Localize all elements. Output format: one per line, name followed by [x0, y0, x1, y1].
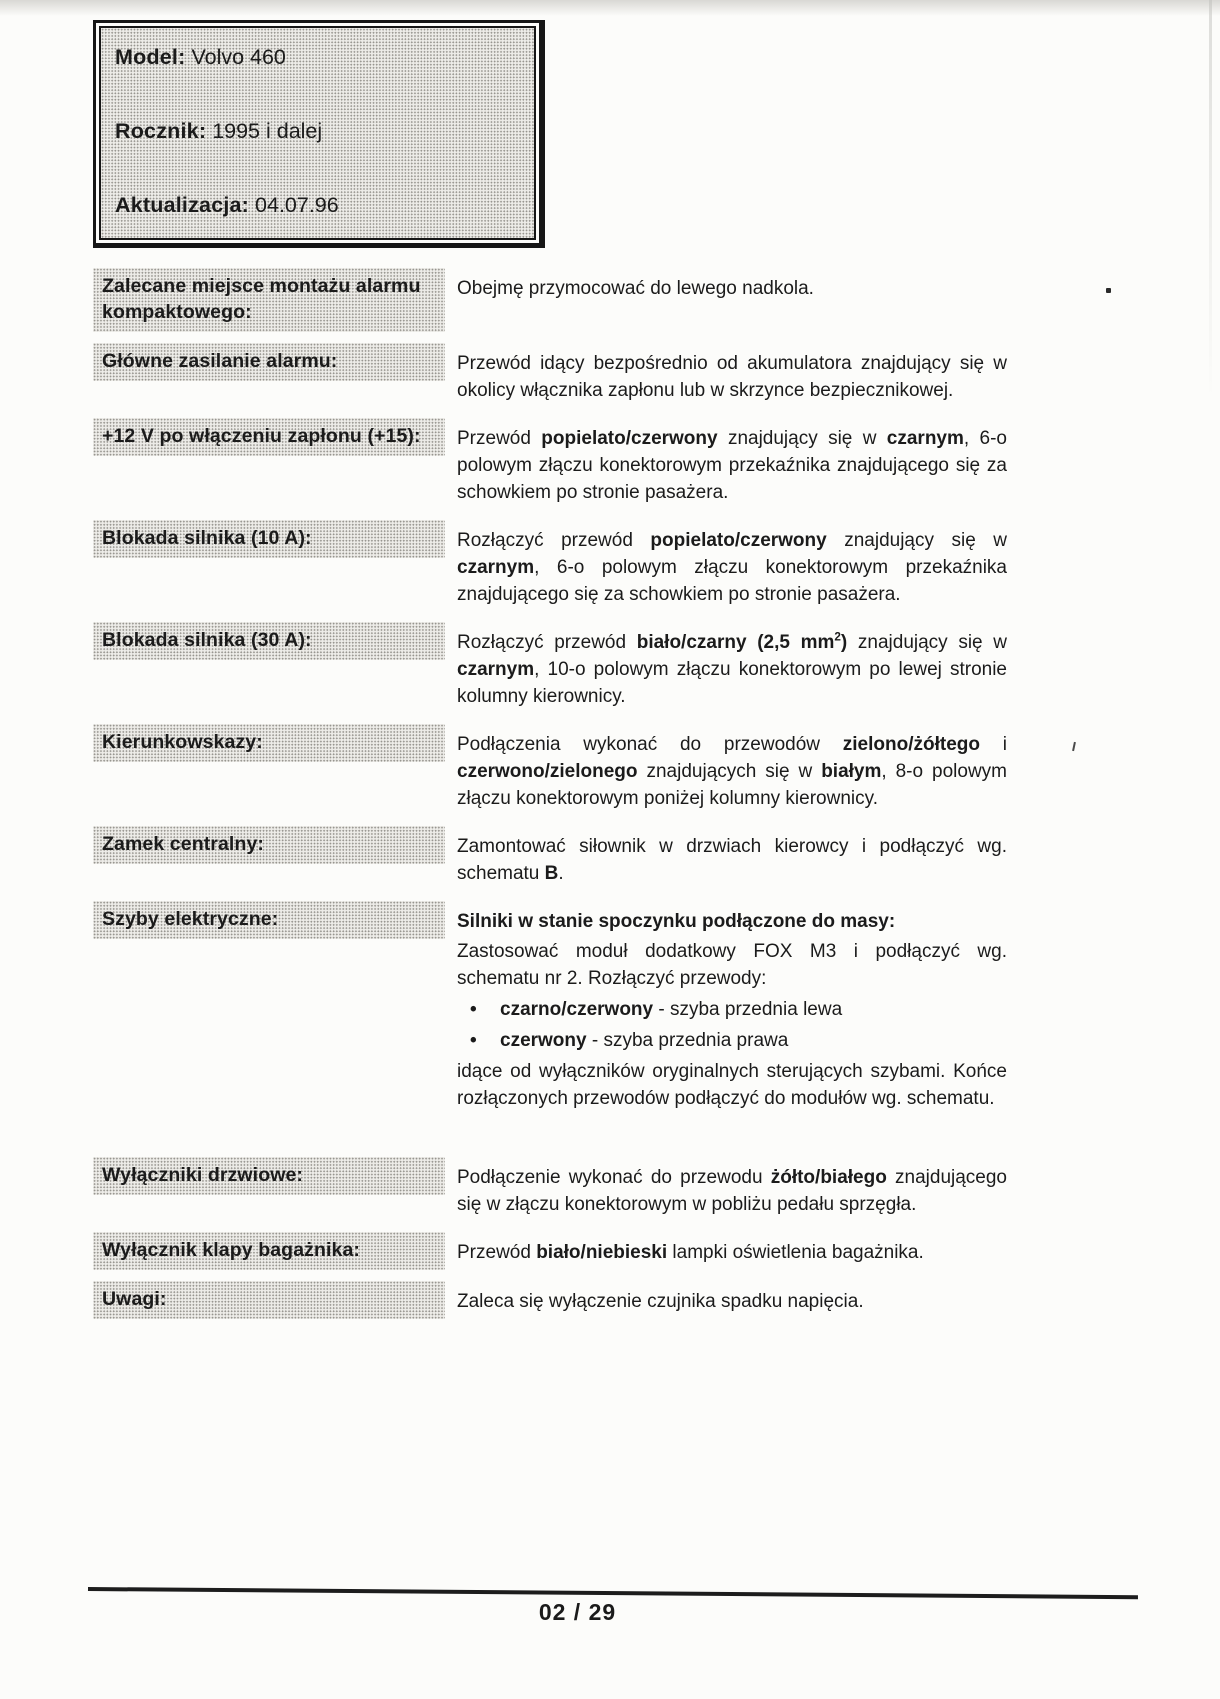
scan-artifact-dot — [1106, 288, 1111, 293]
spec-row — [93, 1232, 1007, 1270]
paragraph — [457, 908, 1007, 935]
text-segment: B — [544, 863, 559, 884]
spec-content — [457, 1157, 1007, 1221]
spec-label: Blokada silnika (30 A): — [93, 622, 445, 660]
paragraph — [457, 350, 1007, 404]
text-segment: Rozłączyć przewód — [457, 632, 637, 653]
spec-label: Zamek centralny: — [93, 826, 445, 864]
text-segment: czerwony — [500, 1030, 587, 1051]
vehicle-id-box — [93, 20, 545, 248]
footer-rule — [88, 1587, 1138, 1599]
bullet-text — [500, 1027, 788, 1054]
text-segment: ) — [840, 632, 848, 653]
paragraph — [457, 1164, 1007, 1218]
text-segment: lampki oświetlenia bagażnika. — [667, 1242, 924, 1263]
update-label: Aktualizacja: — [115, 193, 250, 217]
spec-row — [93, 1281, 1007, 1319]
spec-content — [457, 1232, 1007, 1269]
text-segment: Zamontować siłownik w drzwiach kierowcy i podłączyć wg. schematu — [457, 836, 1007, 884]
text-segment: Przewód — [457, 428, 542, 449]
spec-content — [457, 724, 1007, 815]
spec-row — [93, 268, 1007, 332]
scan-artifact-tick — [1072, 742, 1076, 751]
spec-label: Szyby elektryczne: — [93, 901, 445, 939]
text-segment: - szyba przednia prawa — [586, 1030, 789, 1051]
spec-content — [457, 1281, 1007, 1318]
spec-content — [457, 343, 1007, 407]
spec-label: Kierunkowskazy: — [93, 724, 445, 762]
bullet-icon: • — [470, 1030, 477, 1051]
spec-row — [93, 724, 1007, 815]
paragraph — [457, 425, 1007, 506]
text-segment: Obejmę przymocować do lewego nadkola. — [457, 278, 814, 299]
text-segment: znajdujący się w — [847, 632, 1008, 653]
bullet-text — [500, 996, 842, 1023]
bullet-item — [457, 1027, 1007, 1054]
spec-label: Wyłącznik klapy bagażnika: — [93, 1232, 445, 1270]
text-segment: białym — [821, 761, 882, 782]
spec-row — [93, 343, 1007, 407]
spec-label: Uwagi: — [93, 1281, 445, 1319]
spec-content — [457, 520, 1007, 611]
spec-label: Blokada silnika (10 A): — [93, 520, 445, 558]
spec-content — [457, 826, 1007, 890]
spec-label: +12 V po włączeniu zapłonu (+15): — [93, 418, 445, 456]
text-segment: Podłączenia wykonać do przewodów — [457, 734, 843, 755]
paragraph — [457, 275, 1007, 302]
year-value: 1995 i dalej — [212, 119, 323, 143]
text-segment: czerwono/zielonego — [457, 761, 638, 782]
text-segment: Przewód — [457, 1242, 537, 1263]
text-segment: popielato/czerwony — [650, 530, 827, 551]
text-segment: , 6-o polowym złączu konektorowym przekaźnika znajdującego się za schowkiem po stronie pasażera. — [457, 428, 1007, 503]
page-number: 02 / 29 — [538, 1599, 617, 1625]
bullet-item — [457, 996, 1007, 1023]
update-field — [115, 192, 520, 218]
text-segment: . — [558, 863, 564, 884]
text-segment: , 8-o polowym złączu konektorowym poniżej kolumny kierownicy. — [457, 761, 1007, 809]
spec-content — [457, 622, 1007, 713]
paragraph — [457, 1058, 1007, 1112]
vehicle-id-box-inner — [99, 26, 536, 240]
text-segment: Rozłączyć przewód — [457, 530, 651, 551]
spec-content — [457, 268, 1007, 305]
text-segment: - szyba przednia lewa — [653, 999, 843, 1020]
text-segment: , 6-o polowym złączu konektorowym przekaźnika znajdującego się za schowkiem po stronie pasażera. — [457, 557, 1007, 605]
paragraph — [457, 833, 1007, 887]
year-field — [115, 118, 520, 144]
text-segment: biało/niebieski — [536, 1242, 668, 1263]
update-value: 04.07.96 — [255, 193, 339, 217]
text-segment: Zaleca się wyłączenie czujnika spadku napięcia. — [457, 1291, 864, 1312]
text-segment: żółto/białego — [770, 1167, 887, 1188]
spec-row — [93, 622, 1007, 713]
scan-edge-shading — [0, 0, 1220, 16]
paragraph — [457, 731, 1007, 812]
text-segment: Podłączenie wykonać do przewodu — [457, 1167, 771, 1188]
text-segment: 2 — [834, 630, 841, 644]
spec-content — [457, 901, 1007, 1115]
paragraph — [457, 1239, 1007, 1266]
text-segment: znajdujących się w — [637, 761, 822, 782]
text-segment: czarnym — [886, 428, 964, 449]
text-segment: czarno/czerwony — [500, 999, 654, 1020]
text-segment: , 10-o polowym złączu konektorowym po lewej stronie kolumny kierownicy. — [457, 659, 1007, 707]
text-segment: idące od wyłączników oryginalnych sterujących szybami. Końce rozłączonych przewodów podłączyć do modułów wg. schematu. — [457, 1061, 1007, 1109]
text-segment: Silniki w stanie spoczynku podłączone do masy: — [457, 911, 896, 932]
paragraph — [457, 629, 1007, 710]
spec-row — [93, 826, 1007, 890]
paragraph — [457, 527, 1007, 608]
spec-row — [93, 418, 1007, 509]
spec-label: Wyłączniki drzwiowe: — [93, 1157, 445, 1195]
text-segment: czarnym — [457, 659, 535, 680]
spec-row — [93, 1157, 1007, 1221]
text-segment: biało/czarny (2,5 mm — [636, 632, 835, 653]
spec-label: Główne zasilanie alarmu: — [93, 343, 445, 381]
spec-row — [93, 901, 1007, 1115]
model-label: Model: — [115, 45, 186, 69]
text-segment: znajdującego się w złączu konektorowym w pobliżu pedału sprzęgła. — [457, 1167, 1007, 1215]
spec-content — [457, 418, 1007, 509]
paragraph — [457, 1288, 1007, 1315]
text-segment: czarnym — [457, 557, 535, 578]
spec-table — [93, 268, 1007, 1330]
text-segment: Przewód idący bezpośrednio od akumulatora znajdujący się w okolicy włącznika zapłonu lub w skrzynce bezpiecznikowej. — [457, 353, 1007, 401]
text-segment: Zastosować moduł dodatkowy FOX M3 i podłączyć wg. schematu nr 2. Rozłączyć przewody: — [457, 941, 1007, 989]
spec-label: Zalecane miejsce montażu alarmu kompaktowego: — [93, 268, 445, 332]
paragraph — [457, 938, 1007, 992]
spec-row — [93, 520, 1007, 611]
text-segment: znajdujący się w — [826, 530, 1008, 551]
text-segment: znajdujący się w — [717, 428, 887, 449]
year-label: Rocznik: — [115, 119, 207, 143]
text-segment: zielono/żółtego — [842, 734, 980, 755]
text-segment: popielato/czerwony — [541, 428, 718, 449]
text-segment: i — [980, 734, 1007, 755]
model-field — [115, 44, 520, 70]
scan-edge-shading-right — [1209, 0, 1212, 400]
model-value: Volvo 460 — [191, 45, 286, 69]
bullet-icon: • — [470, 999, 477, 1020]
